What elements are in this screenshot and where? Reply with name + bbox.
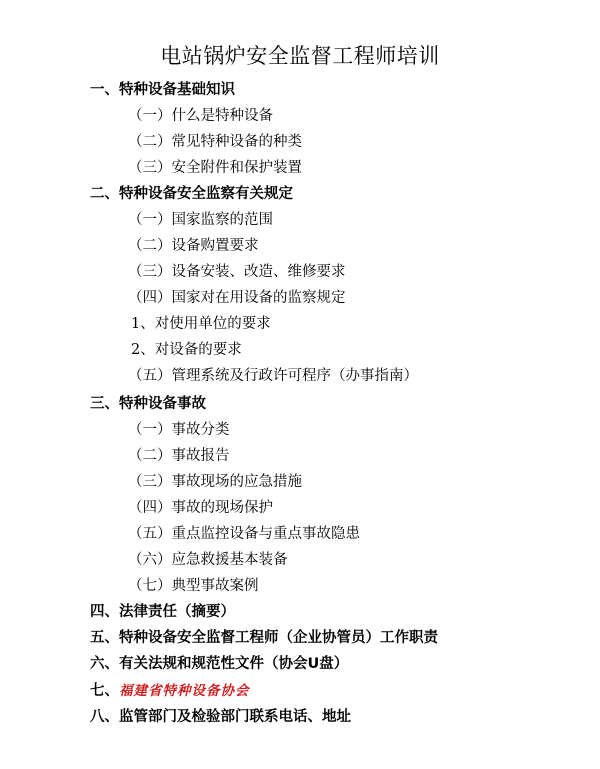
list-item: （一）国家监察的范围 [128,212,273,228]
document-title: 电站锅炉安全监督工程师培训 [160,44,440,68]
list-item: （三）安全附件和保护装置 [128,160,302,176]
section-heading-7-number: 七、 [90,683,119,699]
list-item: （七）典型事故案例 [128,578,259,594]
section-heading-8: 八、监管部门及检验部门联系电话、地址 [90,709,351,725]
section-heading-3: 三、特种设备事故 [90,396,206,412]
list-item: （五）重点监控设备与重点事故隐患 [128,526,360,542]
section-heading-4: 四、法律责任（摘要） [90,604,235,620]
list-item: （二）设备购置要求 [128,238,259,254]
list-item: （六）应急救援基本装备 [128,552,288,568]
list-item: （四）事故的现场保护 [128,500,273,516]
association-link[interactable]: 福建省特种设备协会 [119,683,250,699]
list-item: （三）设备安装、改造、维修要求 [128,264,346,280]
section-heading-5: 五、特种设备安全监督工程师（企业协管员）工作职责 [90,630,438,646]
list-item: （五）管理系统及行政许可程序（办事指南） [128,368,418,384]
section-heading-2: 二、特种设备安全监察有关规定 [90,186,293,202]
list-item: 2、对设备的要求 [131,342,242,358]
list-item: （二）常见特种设备的种类 [128,134,302,150]
list-item: （一）事故分类 [128,422,230,438]
section-heading-7 [90,681,250,701]
section-heading-1: 一、特种设备基础知识 [90,82,235,98]
section-heading-6: 六、有关法规和规范性文件（协会U盘） [90,656,349,672]
list-item: （四）国家对在用设备的监察规定 [128,290,346,306]
list-item: （三）事故现场的应急措施 [128,474,302,490]
list-item: 1、对使用单位的要求 [131,316,271,332]
list-item: （一）什么是特种设备 [128,108,273,124]
list-item: （二）事故报告 [128,448,230,464]
